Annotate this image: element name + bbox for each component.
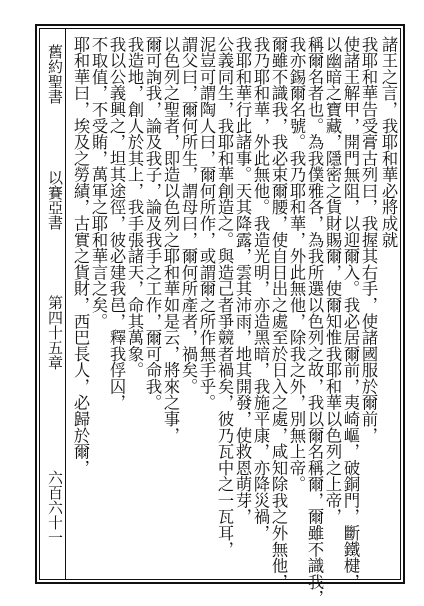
text-column-5: 我亦錫爾名號。我乃耶和華，外此無他，除我之外，別無上帝。 bbox=[287, 36, 306, 493]
text-column-13: 爾可詢我，論及我子，論及我手之工作，爾可命我。 bbox=[143, 36, 162, 411]
text-column-9: 公義同生，我耶和華創造之。與造己者爭競者禍矣，彼乃瓦中之一瓦耳， bbox=[215, 36, 234, 558]
text-column-10: 泥豈可謂陶人曰，爾何所作，或謂爾之所作無手乎。 bbox=[197, 36, 216, 411]
text-column-17: 耶和華曰，埃及之勞績，古實之貨財，西巴長人，必歸於爾， bbox=[71, 36, 90, 476]
text-column-2: 使諸王解甲，開門無阻，以迎爾入。我必居爾前，夷崎嶇，破銅門，斷鐵楗， bbox=[341, 36, 360, 590]
text-column-6: 爾雖不識我，我必束爾腰，使自日出之處至於日入之處，咸知除我之外無他， bbox=[269, 36, 288, 590]
text-column-8: 我耶和華行此諸事。天其降露，雲其沛雨，地其開發，使救恩萌芽， bbox=[233, 36, 252, 525]
text-column-16: 不取值，不受賄，萬軍之耶和華言之矣。 bbox=[89, 36, 108, 330]
text-column-1: 我耶和華告受膏古列曰，我握其右手，使諸國服於爾前， bbox=[359, 36, 378, 444]
text-column-4: 稱爾名者也。為我僕雅各，為我所選以色列之故，我以爾名稱爾，爾雖不識我， bbox=[305, 36, 324, 606]
chapter-label: 第四十五章 bbox=[46, 295, 64, 370]
text-column-7: 我乃耶和華，外此無他。我造光明，亦造黑暗，我施平康，亦降災禍， bbox=[251, 36, 270, 541]
book-title: 舊約聖書 bbox=[46, 44, 64, 104]
text-column-14: 我造地，創人於其上，我手張諸天，命其萬象。 bbox=[125, 36, 144, 379]
text-column-11: 謂父曰，爾何所生，謂母曰，爾何所產者，禍矣。 bbox=[179, 36, 198, 395]
book-name: 以賽亞書 bbox=[46, 170, 64, 230]
text-column-3: 以幽暗之寶藏，隱密之貨財賜爾，使爾知惟我耶和華以色列之上帝， bbox=[323, 36, 342, 525]
text-column-12: 以色列之聖者，即造以色列之耶和華如是云，將來之事， bbox=[161, 36, 180, 444]
chapter-heading bbox=[378, 36, 398, 248]
text-column-15: 我以公義興之，坦其途徑，彼必建我邑，釋我俘囚， bbox=[107, 36, 126, 411]
page-number: 六百六十一 bbox=[46, 470, 64, 545]
heading-text: 諸王之言，我耶和華必將成就 bbox=[379, 36, 398, 248]
margin-divider bbox=[65, 29, 66, 579]
